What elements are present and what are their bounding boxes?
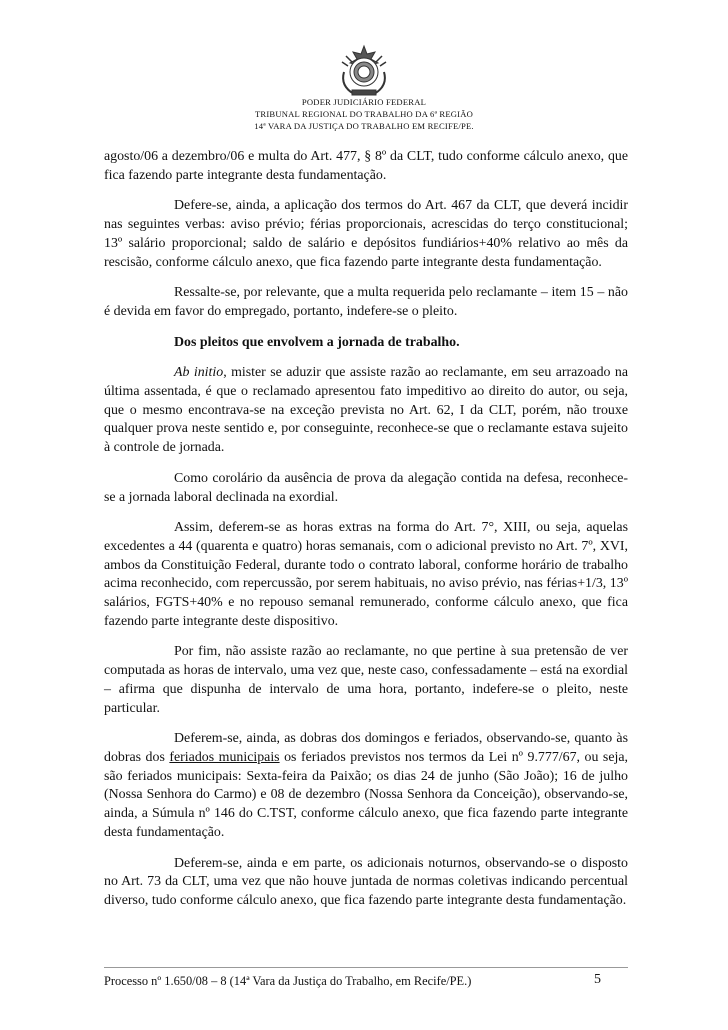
document-body	[104, 148, 628, 923]
footer-process-number: Processo nº 1.650/08 – 8 (14ª Vara da Justiça do Trabalho, em Recife/PE.)	[104, 974, 472, 988]
header-line-2: TRIBUNAL REGIONAL DO TRABALHO DA 6ª REGIÃO	[254, 109, 474, 119]
paragraph-4-text: , mister se aduzir que assiste razão ao reclamante, em seu arrazoado na última assentada, é que o reclamado apresentou fato impeditivo ao direito do autor, ou seja, que o mesmo encontrava-se na exceção prevista no Art. 62, I da CLT, porém, não trouxe qualquer prova neste sentido e, por conseguinte, reconhece-se que o reclamante estava sujeito à controle de jornada.	[104, 365, 628, 456]
paragraph-2: Defere-se, ainda, a aplicação dos termos do Art. 467 da CLT, que deverá incidir nas seguintes verbas: aviso prévio; férias proporcionais, acrescidas do terço constitucional; 13º salário proporcional; saldo de salário e depósitos fundiários+40% relativo ao mês da rescisão, conforme cálculo anexo, que fica fazendo parte integrante desta fundamentação.	[104, 198, 628, 270]
latin-phrase: Ab initio	[174, 365, 224, 381]
paragraph-3: Ressalte-se, por relevante, que a multa requerida pelo reclamante – item 15 – não é devida em favor do empregado, portanto, indefere-se o pleito.	[104, 285, 628, 319]
footer-divider	[104, 967, 628, 968]
paragraph-4	[104, 364, 628, 458]
header-line-3: 14ª VARA DA JUSTIÇA DO TRABALHO EM RECIFE/PE.	[254, 121, 474, 131]
paragraph-9: Deferem-se, ainda e em parte, os adicionais noturnos, observando-se o disposto no Art. 73 da CLT, uma vez que não houve juntada de normas coletivas indicando percentual diverso, tudo conforme cálculo anexo, que fica fazendo parte integrante desta fundamentação.	[104, 855, 628, 908]
paragraph-8-text-a: Deferem-se, ainda, as dobras dos domingos e feriados, observando-se, quanto às dobras dos	[104, 731, 628, 765]
header-line-1: PODER JUDICIÁRIO FEDERAL	[301, 97, 427, 107]
section-heading: Dos pleitos que envolvem a jornada de trabalho.	[174, 334, 460, 350]
paragraph-7: Por fim, não assiste razão ao reclamante, no que pertine à sua pretensão de ver computada as horas de intervalo, uma vez que, neste caso, confessadamente – está na exordial – afirma que dispunha de intervalo de uma hora, portanto, indefere-se o pleito, neste particular.	[104, 644, 628, 716]
paragraph-5: Como corolário da ausência de prova da alegação contida na defesa, reconhece-se a jornada laboral declinada na exordial.	[104, 470, 628, 505]
coat-of-arms-icon	[334, 42, 394, 100]
court-header	[0, 96, 728, 132]
underlined-term: feriados municipais	[169, 749, 280, 765]
paragraph-6: Assim, deferem-se as horas extras na forma do Art. 7°, XIII, ou seja, aquelas excedentes a 44 (quarenta e quatro) horas semanais, com o adicional previsto no Art. 7º, XVI, ambos da Constituição Federal, durante todo o contrato laboral, conforme horário de trabalho acima reconhecido, com repercussão, por serem habituais, no aviso prévio, nas férias+1/3, 13º salários, FGTS+40% e no repouso semanal remunerado, conforme cálculo anexo, que fica fazendo parte integrante deste dispositivo.	[104, 520, 628, 629]
paragraph-1: agosto/06 a dezembro/06 e multa do Art. 477, § 8º da CLT, tudo conforme cálculo anexo, que fica fazendo parte integrante desta fundamentação.	[104, 149, 628, 183]
paragraph-8	[104, 730, 628, 842]
page-number: 5	[594, 972, 601, 987]
paragraph-8-text-b: os feriados previstos nos termos da Lei nº 9.777/67, ou seja, são feriados municipais: Sexta-feira da Paixão; os dias 24 de junho (São João); 16 de julho (Nossa Senhora do Carmo) e 08 de dezembro (Nossa Senhora da Conceição), observando-se, ainda, a Súmula nº 146 do C.TST, conforme cálculo anexo, que fica fazendo parte integrante desta fundamentação.	[104, 749, 628, 840]
